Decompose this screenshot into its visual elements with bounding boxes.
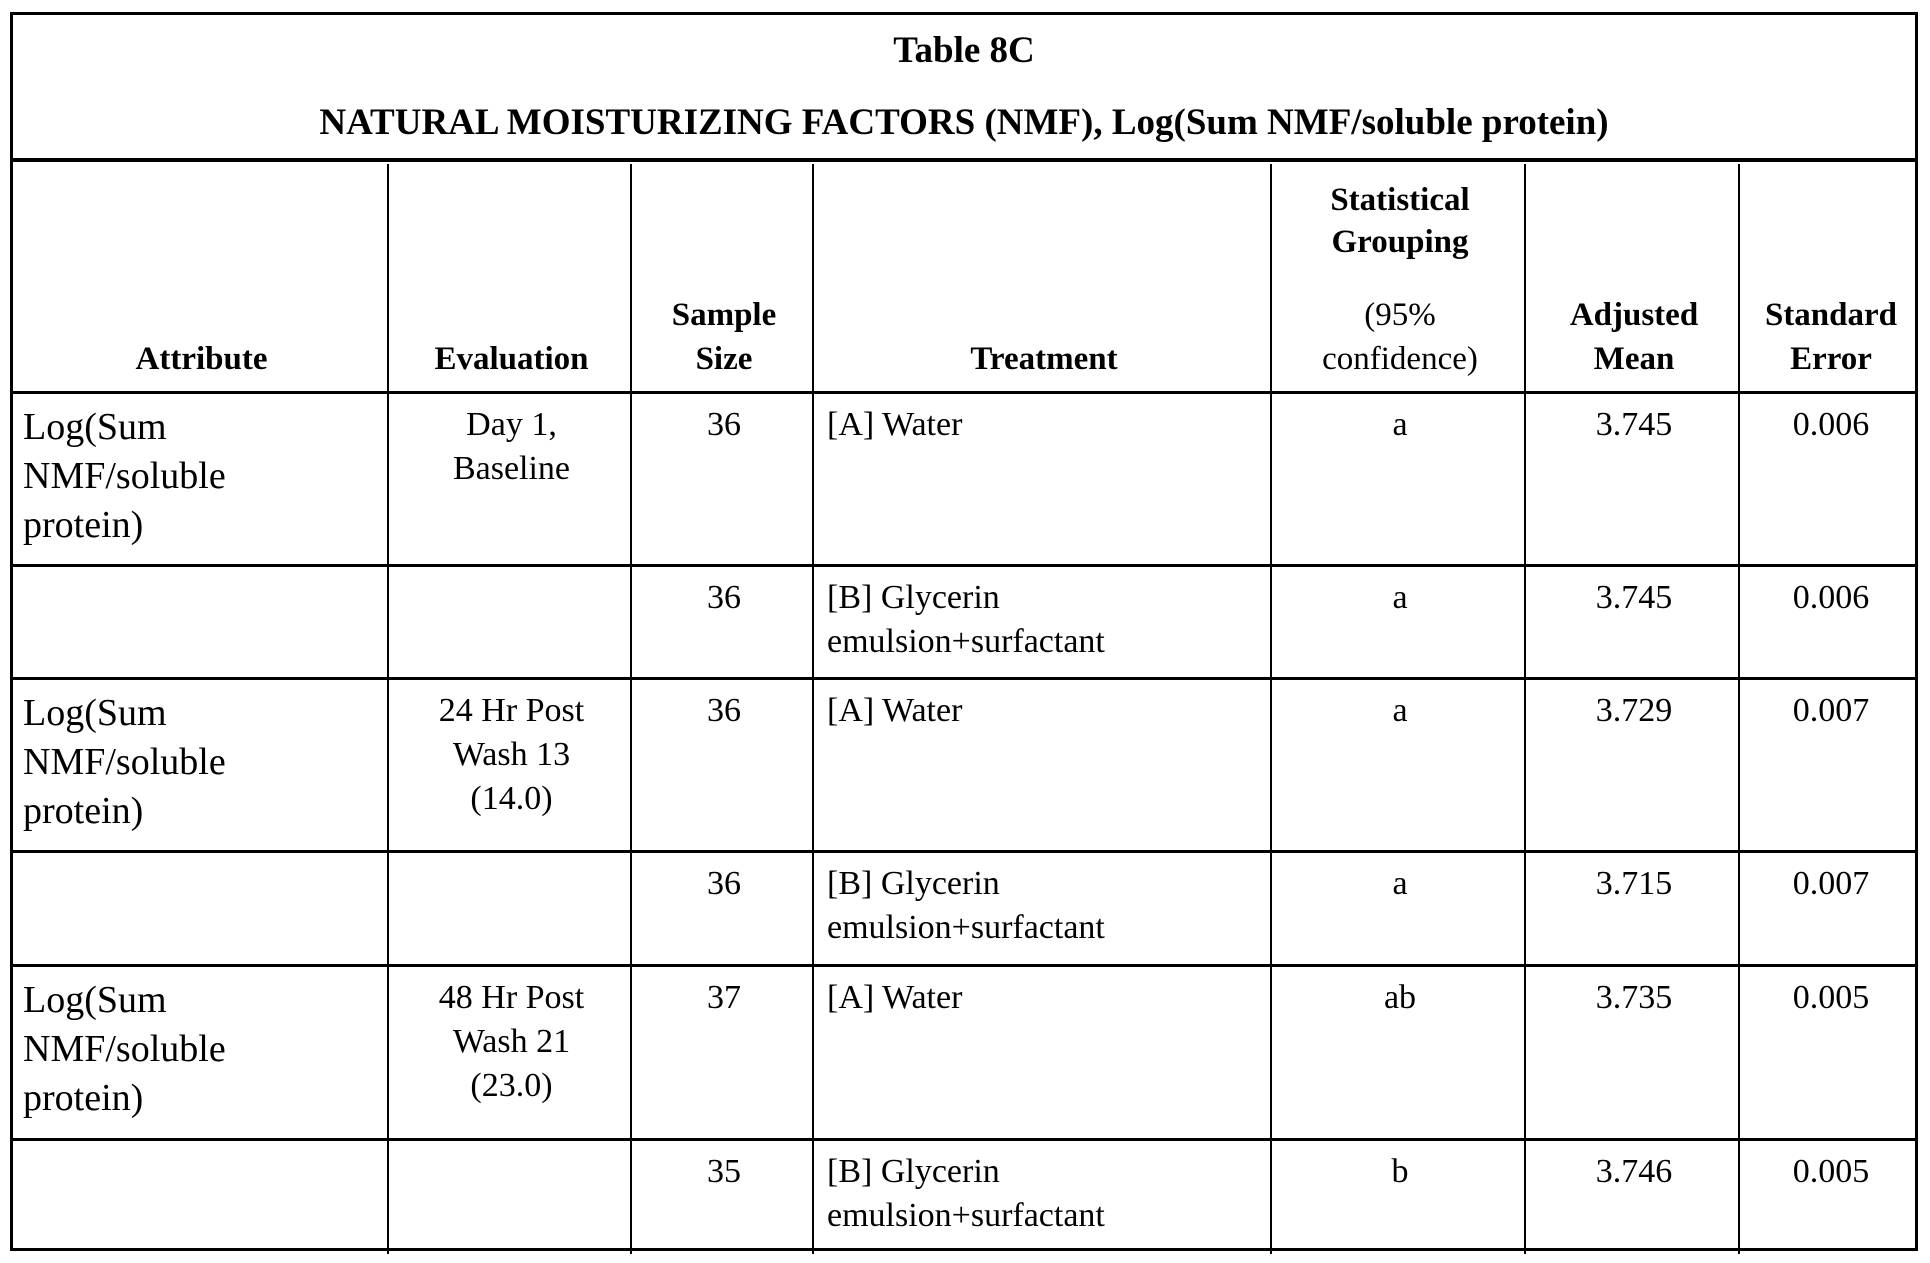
header-grouping-line2: Grouping bbox=[1331, 224, 1469, 260]
column-divider bbox=[387, 164, 389, 1254]
treatment-cell-line2: emulsion+surfactant bbox=[827, 1197, 1105, 1234]
row-divider bbox=[13, 677, 1915, 680]
attribute-cell: protein) bbox=[23, 790, 144, 832]
grouping-cell: a bbox=[1392, 579, 1408, 616]
treatment-cell: [A] Water bbox=[827, 692, 963, 729]
sample-size-cell: 36 bbox=[707, 865, 741, 902]
grouping-cell: a bbox=[1392, 406, 1408, 443]
attribute-cell: Log(Sum bbox=[23, 406, 167, 448]
header-treatment: Treatment bbox=[970, 341, 1118, 377]
header-grouping-line4: confidence) bbox=[1322, 341, 1478, 377]
grouping-cell: a bbox=[1392, 865, 1408, 902]
sample-size-cell: 36 bbox=[707, 406, 741, 443]
header-grouping-line3: (95% bbox=[1364, 297, 1436, 333]
adjusted-mean-cell: 3.746 bbox=[1595, 1153, 1673, 1190]
header-sample-size-line2: Size bbox=[695, 341, 753, 377]
treatment-cell-line2: emulsion+surfactant bbox=[827, 623, 1105, 660]
adjusted-mean-cell: 3.715 bbox=[1595, 865, 1673, 902]
evaluation-cell: Day 1, bbox=[466, 406, 557, 443]
attribute-cell: Log(Sum bbox=[23, 979, 167, 1021]
attribute-cell: NMF/soluble bbox=[23, 455, 226, 497]
adjusted-mean-cell: 3.735 bbox=[1595, 979, 1673, 1016]
grouping-cell: b bbox=[1391, 1153, 1409, 1190]
standard-error-cell: 0.007 bbox=[1792, 865, 1870, 902]
standard-error-cell: 0.007 bbox=[1792, 692, 1870, 729]
table-title: Table 8C bbox=[893, 30, 1035, 71]
standard-error-cell: 0.006 bbox=[1792, 406, 1870, 443]
evaluation-cell: Wash 13 bbox=[452, 736, 571, 773]
evaluation-cell: 24 Hr Post bbox=[438, 692, 585, 729]
row-divider bbox=[13, 391, 1915, 394]
column-divider bbox=[1270, 164, 1272, 1254]
evaluation-cell: (14.0) bbox=[470, 780, 553, 817]
adjusted-mean-cell: 3.745 bbox=[1595, 579, 1673, 616]
sample-size-cell: 36 bbox=[707, 692, 741, 729]
evaluation-cell: (23.0) bbox=[470, 1067, 553, 1104]
attribute-cell: NMF/soluble bbox=[23, 741, 226, 783]
header-adjusted-mean-line1: Adjusted bbox=[1569, 297, 1699, 333]
attribute-cell: NMF/soluble bbox=[23, 1028, 226, 1070]
row-divider bbox=[13, 564, 1915, 567]
grouping-cell: a bbox=[1392, 692, 1408, 729]
adjusted-mean-cell: 3.729 bbox=[1595, 692, 1673, 729]
adjusted-mean-cell: 3.745 bbox=[1595, 406, 1673, 443]
treatment-cell: [B] Glycerin bbox=[827, 579, 1000, 616]
row-divider bbox=[13, 1138, 1915, 1141]
treatment-cell-line2: emulsion+surfactant bbox=[827, 909, 1105, 946]
sample-size-cell: 36 bbox=[707, 579, 741, 616]
sample-size-cell: 37 bbox=[707, 979, 741, 1016]
standard-error-cell: 0.006 bbox=[1792, 579, 1870, 616]
header-standard-error-line1: Standard bbox=[1764, 297, 1898, 333]
table-title-block bbox=[13, 15, 1915, 162]
treatment-cell: [A] Water bbox=[827, 979, 963, 1016]
attribute-cell: Log(Sum bbox=[23, 692, 167, 734]
treatment-cell: [B] Glycerin bbox=[827, 865, 1000, 902]
header-grouping-line1: Statistical bbox=[1330, 182, 1470, 218]
evaluation-cell: 48 Hr Post bbox=[438, 979, 585, 1016]
row-divider bbox=[13, 964, 1915, 967]
header-sample-size-line1: Sample bbox=[671, 297, 777, 333]
header-evaluation: Evaluation bbox=[434, 341, 589, 377]
header-standard-error-line2: Error bbox=[1790, 341, 1872, 377]
evaluation-cell: Baseline bbox=[452, 450, 571, 487]
standard-error-cell: 0.005 bbox=[1792, 979, 1870, 1016]
header-adjusted-mean-line2: Mean bbox=[1593, 341, 1675, 377]
grouping-cell: ab bbox=[1383, 979, 1417, 1016]
treatment-cell: [B] Glycerin bbox=[827, 1153, 1000, 1190]
row-divider bbox=[13, 850, 1915, 853]
evaluation-cell: Wash 21 bbox=[452, 1023, 571, 1060]
treatment-cell: [A] Water bbox=[827, 406, 963, 443]
standard-error-cell: 0.005 bbox=[1792, 1153, 1870, 1190]
header-attribute: Attribute bbox=[135, 341, 268, 377]
attribute-cell: protein) bbox=[23, 1077, 144, 1119]
attribute-cell: protein) bbox=[23, 504, 144, 546]
data-table bbox=[10, 12, 1918, 1251]
table-subtitle: NATURAL MOISTURIZING FACTORS (NMF), Log(Sum NMF/soluble protein) bbox=[319, 102, 1609, 143]
sample-size-cell: 35 bbox=[707, 1153, 741, 1190]
